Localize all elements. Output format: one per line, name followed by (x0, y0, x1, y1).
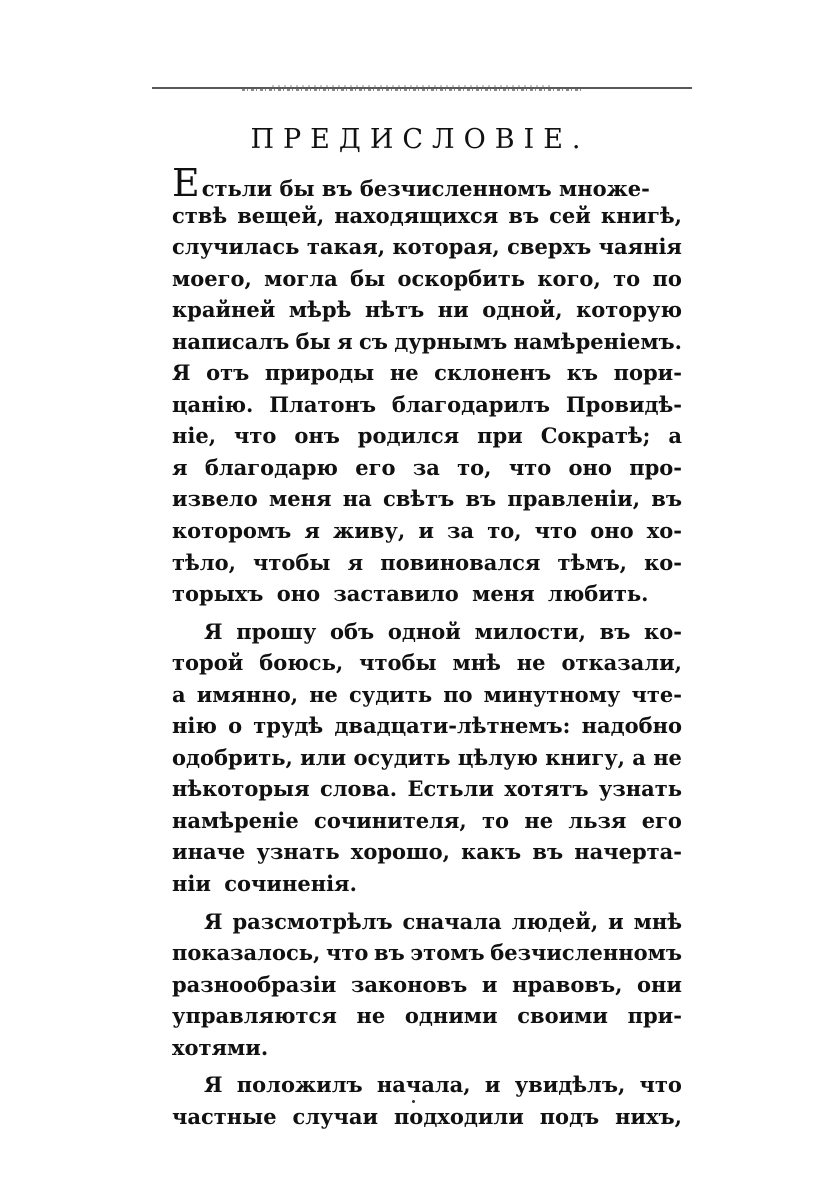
page-mark (412, 1100, 415, 1103)
text-line: нѣкоторыя слова. Естьли хотятъ узнать (172, 776, 682, 802)
text-line: случилась такая, которая, сверхъ чаянія (172, 234, 682, 260)
text-line: Естьли бы въ безчисленномъ множе- (172, 161, 650, 205)
text-line: частные случаи подходили подъ нихъ, (172, 1103, 682, 1129)
text-line: крайней мѣрѣ нѣтъ ни одной, которую (172, 297, 682, 323)
text-line: цанію. Платонъ благодарилъ Провидѣ- (172, 391, 682, 417)
text-line: я благодарю его за то, что оно про- (172, 454, 682, 480)
text-line: нію о трудѣ двадцати-лѣтнемъ: надобно (172, 713, 682, 739)
text-line: показалось, что въ этомъ безчисленномъ (172, 940, 682, 966)
text-line: намѣреніе сочинителя, то не льзя его (172, 807, 682, 833)
text-line: торой боюсь, чтобы мнѣ не отказали, (172, 650, 682, 676)
text-line: написалъ бы я съ дурнымъ намѣреніемъ. (172, 328, 682, 354)
text-line: ствѣ вещей, находящихся въ сей книгѣ, (172, 202, 682, 228)
text-line: которомъ я живу, и за то, что оно хо- (172, 518, 682, 544)
text-line: хотями. (172, 1034, 269, 1060)
text-line: разнообразіи законовъ и нравовъ, они (172, 971, 682, 997)
drop-cap: Е (172, 161, 200, 205)
text-line: Я прошу объ одной милости, въ ко- (204, 618, 682, 644)
text-line: а имянно, не судить по минутному чте- (172, 681, 682, 707)
text-line: торыхъ оно заставило меня любить. (172, 581, 649, 607)
preface-text (172, 161, 682, 1132)
text-line: Я разсмотрѣлъ сначала людей, и мнѣ (204, 908, 682, 934)
text-line: ніи сочиненія. (172, 871, 357, 897)
page-title: ПРЕДИСЛОВІЕ. (250, 124, 590, 155)
text-line: ніе, что онъ родился при Сократѣ; а (172, 423, 682, 449)
text-line: тѣло, чтобы я повиновался тѣмъ, ко- (172, 549, 682, 575)
ornamental-rule (152, 84, 692, 94)
text-line: одобрить, или осудить цѣлую книгу, а не (172, 744, 682, 770)
text-line: Я положилъ начала, и увидѣлъ, что (204, 1072, 682, 1098)
text-line: моего, могла бы оскорбить кого, то по (172, 265, 682, 291)
text-line: управляются не одними своими при- (172, 1003, 682, 1029)
text-line: Я отъ природы не склоненъ къ пори- (172, 360, 682, 386)
text-line: извело меня на свѣтъ въ правленіи, въ (172, 486, 682, 512)
text-line: иначе узнать хорошо, какъ въ начерта- (172, 839, 682, 865)
